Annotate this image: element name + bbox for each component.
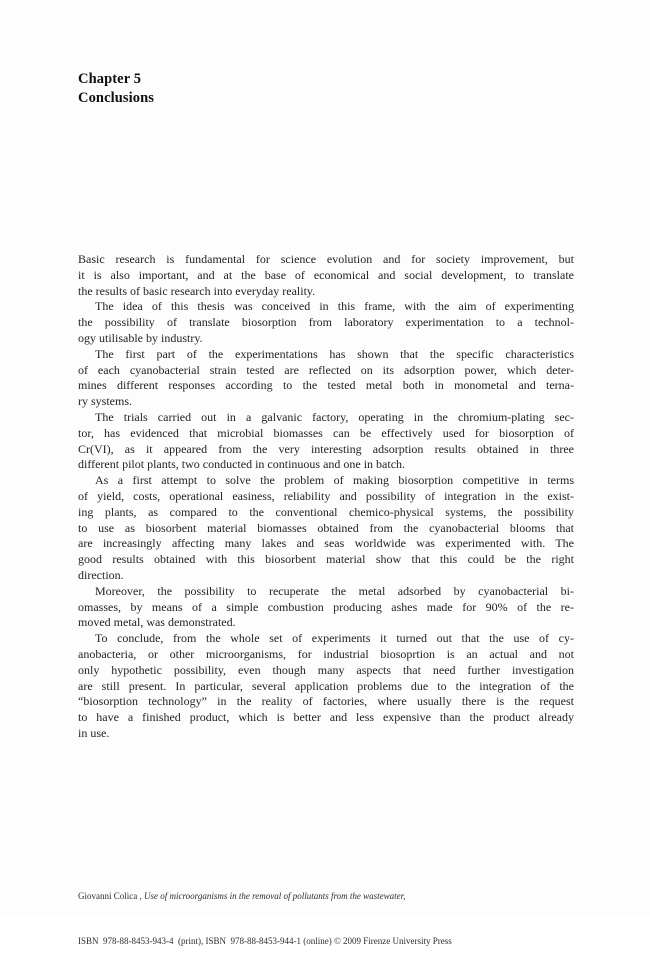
paragraph	[78, 299, 574, 346]
chapter-number: Chapter 5	[78, 71, 142, 87]
text-line: direction.	[78, 567, 124, 582]
author-name: Giovanni Colica ,	[78, 891, 144, 901]
text-line: are increasingly affecting many lakes and seas worldwide was experimented with. The	[78, 536, 574, 551]
colophon	[78, 859, 578, 979]
text-line: the results of basic research into everyday reality.	[78, 283, 316, 298]
text-line: The idea of this thesis was conceived in this frame, with the aim of experimenting	[95, 299, 574, 314]
text-line: ogy utilisable by industry.	[78, 330, 203, 345]
text-line: good results obtained with this biosorbent material show that this could be the right	[78, 552, 574, 567]
text-line: different pilot plants, two conducted in continuous and one in batch.	[78, 457, 406, 472]
text-line: anobacteria, or other microorganisms, for industrial biosoprtion is an actual and not	[78, 646, 574, 661]
text-line: Moreover, the possibility to recuperate the metal adsorbed by cyanobacterial bi-	[95, 583, 574, 598]
text-line: The trials carried out in a galvanic factory, operating in the chromium-plating sec-	[95, 409, 574, 424]
paragraph	[78, 347, 574, 410]
text-line: mines different responses according to the tested metal both in monometal and terna-	[78, 378, 574, 393]
paragraph	[78, 584, 574, 631]
text-line: only hypothetic possibility, even though many aspects that need further investigation	[78, 662, 574, 677]
colophon-line-1	[78, 889, 578, 904]
text-line: are still present. In particular, several application problems due to the integration of the	[78, 678, 574, 693]
text-line: moved metal, was demonstrated.	[78, 615, 236, 630]
text-line: tor, has evidenced that microbial biomasses can be effectively used for biosorption of	[78, 425, 574, 440]
paragraph	[78, 473, 574, 584]
text-line: To conclude, from the whole set of experiments it turned out that the use of cy-	[95, 631, 574, 646]
text-line: to have a finished product, which is better and less expensive than the product already	[78, 710, 574, 725]
text-line: it is also important, and at the base of economical and social development, to translate	[78, 267, 574, 282]
text-line: Cr(VI), as it appeared from the very interesting adsorption results obtained in three	[78, 441, 574, 456]
paragraph	[78, 252, 574, 299]
paragraph	[78, 631, 574, 742]
text-line: Basic research is fundamental for science evolution and for society improvement, but	[78, 252, 574, 266]
text-line: the possibility of translate biosorption from laboratory experimentation to a technol-	[78, 315, 574, 330]
text-line: of each cyanobacterial strain tested are reflected on its adsorption power, which deter-	[78, 362, 574, 377]
text-line: in use.	[78, 725, 110, 740]
chapter-body	[78, 252, 574, 742]
text-line: As a first attempt to solve the problem of making biosorption competitive in terms	[95, 473, 574, 488]
paragraph	[78, 410, 574, 473]
chapter-title: Conclusions	[78, 89, 155, 106]
chapter-heading	[78, 70, 154, 107]
text-line: The first part of the experimentations has shown that the specific characteristics	[95, 346, 574, 361]
book-title: Use of microorganisms in the removal of pollutants from the wastewater,	[144, 891, 406, 901]
text-line: “biosorption technology” in the reality of factories, where usually there is the request	[78, 694, 574, 709]
text-line: of yield, costs, operational easiness, reliability and possibility of integration in the exist-	[78, 488, 574, 503]
text-line: ing plants, as compared to the conventional chemico-physical systems, the possibility	[78, 504, 574, 519]
text-line: to use as biosorbent material biomasses obtained from the cyanobacterial blooms that	[78, 520, 574, 535]
colophon-line-2: ISBN 978-88-8453-943-4 (print), ISBN 978-88-8453-944-1 (online) © 2009 Firenze University Press	[78, 936, 452, 946]
text-line: omasses, by means of a simple combustion producing ashes made for 90% of the re-	[78, 599, 574, 614]
text-line: ry systems.	[78, 394, 132, 409]
